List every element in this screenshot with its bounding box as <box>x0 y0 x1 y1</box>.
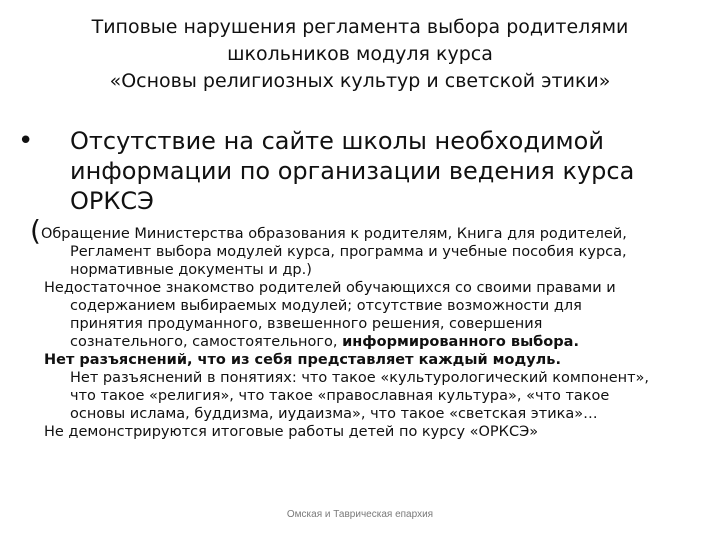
paragraph-explanations-line-2: Нет разъяснений в понятиях: что такое «культурологический компонент», <box>70 370 650 386</box>
slide-title <box>40 14 680 95</box>
title-line-3: «Основы религиозных культур и светской этики» <box>109 70 611 92</box>
footer-text: Омская и Таврическая епархия <box>286 509 434 520</box>
bullet-text <box>70 126 698 216</box>
paragraph-knowledge-line-4-end: . <box>573 334 579 350</box>
paragraph-knowledge-line-3: принятия продуманного, взвешенного решения, совершения <box>70 316 543 332</box>
paragraph-knowledge <box>44 279 704 351</box>
bullet-line-2: информации по организации ведения курса <box>70 157 635 185</box>
paragraph-documents-line-2: Регламент выбора модулей курса, программа и учебные пособия курса, <box>70 244 627 260</box>
paragraph-works-line-1: Не демонстрируются итоговые работы детей по курсу «ОРКСЭ» <box>44 424 539 440</box>
paragraph-knowledge-line-4 <box>44 333 704 351</box>
paragraph-explanations-line-4: основы ислама, буддизма, иудаизма», что такое «светская этика»… <box>70 406 598 422</box>
bullet-dot-icon: • <box>18 126 34 156</box>
paragraph-documents <box>30 214 704 279</box>
paragraph-documents-line-1: Обращение Министерства образования к родителям, Книга для родителей, <box>40 226 627 242</box>
paragraph-knowledge-line-2: содержанием выбираемых модулей; отсутствие возможности для <box>70 298 582 314</box>
paragraph-explanations-line-3: что такое «религия», что такое «православная культура», «что такое <box>70 388 610 404</box>
open-paren: ( <box>30 214 41 247</box>
title-line-2: школьников модуля курса <box>227 43 493 65</box>
paragraph-explanations-line-1: Нет разъяснений, что из себя представляет каждый модуль. <box>44 352 561 368</box>
paragraph-knowledge-line-4-plain: сознательного, самостоятельного, <box>70 334 343 350</box>
paragraph-knowledge-line-1: Недостаточное знакомство родителей обучающихся со своими правами и <box>44 280 616 296</box>
bullet-point <box>18 126 698 216</box>
paragraph-documents-line-3: нормативные документы и др.) <box>70 262 312 278</box>
bullet-line-3: ОРКСЭ <box>70 187 154 215</box>
paragraph-explanations <box>44 351 704 423</box>
body-text <box>30 214 704 441</box>
title-line-1: Типовые нарушения регламента выбора родителями <box>91 16 629 38</box>
paragraph-works <box>44 423 704 441</box>
paragraph-knowledge-line-4-bold: информированного выбора <box>342 334 574 350</box>
bullet-line-1: Отсутствие на сайте школы необходимой <box>70 127 604 155</box>
